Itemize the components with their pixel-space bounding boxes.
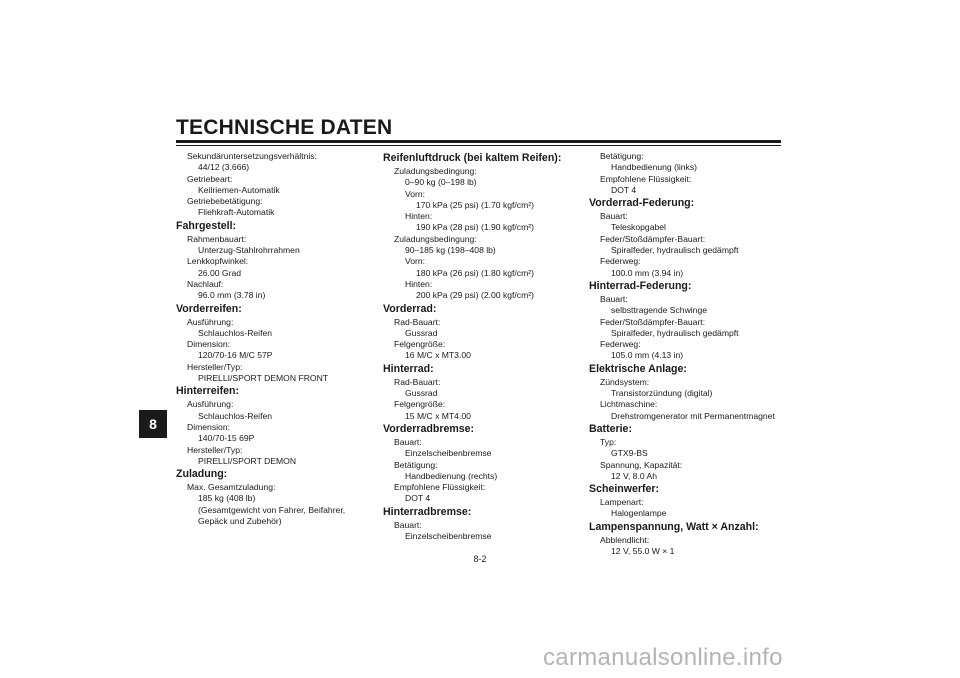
spec-label: Abblendlicht: (600, 534, 650, 545)
spec-value: PIRELLI/SPORT DEMON FRONT (198, 373, 329, 384)
spec-value: Vorn: (405, 188, 426, 199)
title-rule (176, 140, 781, 143)
spec-column-3 (589, 151, 789, 557)
section-heading: Elektrische Anlage: (589, 362, 687, 375)
spec-value: 185 kg (408 lb) (198, 493, 256, 504)
spec-value: 44/12 (3.666) (198, 162, 250, 173)
spec-value: Gussrad (405, 327, 438, 338)
spec-value: Schlauchlos-Reifen (198, 327, 273, 338)
spec-value: 96.0 mm (3.78 in) (198, 290, 266, 301)
spec-label: Ausführung: (187, 316, 234, 327)
spec-value: Teleskopgabel (611, 222, 666, 233)
spec-label: Federweg: (600, 256, 641, 267)
spec-value: (Gesamtgewicht von Fahrer, Beifahrer, (198, 504, 346, 515)
spec-value: Spiralfeder, hydraulisch gedämpft (611, 327, 739, 338)
spec-value: Gepäck und Zubehör) (198, 516, 282, 527)
section-heading: Vorderradbremse: (383, 422, 475, 435)
spec-label: Rad-Bauart: (394, 376, 441, 387)
spec-label: Spannung, Kapazität: (600, 459, 683, 470)
spec-label: Zündsystem: (600, 376, 650, 387)
section-heading: Batterie: (589, 422, 632, 435)
spec-value: Spiralfeder, hydraulisch gedämpft (611, 245, 739, 256)
section-heading: Lampenspannung, Watt × Anzahl: (589, 520, 759, 533)
spec-label: Bauart: (394, 519, 422, 530)
spec-value: Vorn: (405, 256, 426, 267)
spec-label: Betätigung: (600, 151, 644, 161)
spec-column-2 (383, 151, 583, 542)
section-heading: Vorderreifen: (176, 302, 242, 315)
section-heading: Hinterrad: (383, 362, 434, 375)
spec-label: Felgengröße: (394, 399, 446, 410)
spec-value: 16 M/C x MT3.00 (405, 350, 471, 361)
spec-label: Lenkkopfwinkel: (187, 256, 249, 267)
spec-label: Typ: (600, 436, 617, 447)
spec-label: Bauart: (600, 293, 628, 304)
section-heading: Hinterrad-Federung: (589, 279, 692, 292)
spec-value: 15 M/C x MT4.00 (405, 410, 471, 421)
spec-label: Rad-Bauart: (394, 316, 441, 327)
spec-label: Zuladungsbedingung: (394, 166, 477, 176)
spec-label: Max. Gesamtzuladung: (187, 482, 276, 493)
spec-value: 180 kPa (26 psi) (1.80 kgf/cm²) (416, 267, 534, 278)
spec-value: 105.0 mm (4.13 in) (611, 350, 684, 361)
spec-value: 190 kPa (28 psi) (1.90 kgf/cm²) (416, 222, 534, 233)
spec-value: 12 V, 55.0 W × 1 (611, 546, 675, 557)
spec-label: Getriebebetätigung: (187, 196, 263, 207)
section-heading: Hinterreifen: (176, 385, 239, 398)
title-rule-thin (176, 145, 781, 146)
spec-value: Einzelscheibenbremse (405, 531, 492, 542)
spec-value: Hinten: (405, 278, 433, 289)
spec-value: Unterzug-Stahlrohrrahmen (198, 245, 300, 256)
spec-value: GTX9-BS (611, 448, 648, 459)
spec-label: Felgengröße: (394, 339, 446, 350)
spec-value: Fliehkraft-Automatik (198, 207, 275, 218)
spec-value: Transistorzündung (digital) (611, 388, 713, 399)
spec-value: 200 kPa (29 psi) (2.00 kgf/cm²) (416, 290, 534, 301)
spec-value: Handbedienung (rechts) (405, 470, 498, 481)
spec-label: Empfohlene Flüssigkeit: (600, 173, 692, 184)
spec-label: Dimension: (187, 421, 230, 432)
spec-value: DOT 4 (405, 493, 431, 504)
section-heading: Vorderrad: (383, 302, 437, 315)
spec-value: Keilriemen-Automatik (198, 184, 280, 195)
spec-label: Federweg: (600, 339, 641, 350)
spec-label: Dimension: (187, 339, 230, 350)
spec-label: Empfohlene Flüssigkeit: (394, 482, 486, 493)
spec-value: Handbedienung (links) (611, 162, 697, 173)
spec-value: DOT 4 (611, 184, 637, 195)
spec-label: Sekundäruntersetzungsverhältnis: (187, 151, 317, 161)
spec-value: 90–185 kg (198–408 lb) (405, 245, 496, 256)
spec-label: Zuladungsbedingung: (394, 233, 477, 244)
page-title: TECHNISCHE DATEN (176, 116, 393, 139)
spec-value: 120/70-16 M/C 57P (198, 350, 273, 361)
spec-label: Bauart: (600, 211, 628, 222)
spec-value: 0–90 kg (0–198 lb) (405, 177, 477, 188)
spec-value: PIRELLI/SPORT DEMON (198, 455, 297, 466)
watermark: carmanualsonline.info (543, 644, 783, 671)
spec-value: Gussrad (405, 388, 438, 399)
spec-value: Einzelscheibenbremse (405, 448, 492, 459)
spec-label: Hersteller/Typ: (187, 444, 243, 455)
spec-label: Nachlauf: (187, 278, 224, 289)
chapter-tab: 8 (139, 410, 167, 438)
spec-value: 26.00 Grad (198, 267, 241, 278)
section-heading: Fahrgestell: (176, 219, 237, 232)
spec-label: Lampenart: (600, 497, 644, 508)
spec-label: Lichtmaschine: (600, 399, 658, 410)
spec-label: Rahmenbauart: (187, 233, 247, 244)
spec-value: Halogenlampe (611, 508, 667, 519)
section-heading: Reifenluftdruck (bei kaltem Reifen): (383, 152, 562, 164)
spec-value: Drehstromgenerator mit Permanentmagnet (611, 410, 775, 421)
spec-label: Ausführung: (187, 399, 234, 410)
spec-value: 140/70-15 69P (198, 433, 255, 444)
spec-value: Schlauchlos-Reifen (198, 410, 273, 421)
spec-label: Betätigung: (394, 459, 438, 470)
spec-value: Hinten: (405, 211, 433, 222)
spec-value: 170 kPa (25 psi) (1.70 kgf/cm²) (416, 199, 534, 210)
section-heading: Zuladung: (176, 468, 228, 481)
section-heading: Hinterradbremse: (383, 505, 472, 518)
spec-value: 100.0 mm (3.94 in) (611, 267, 684, 278)
page-number: 8-2 (473, 554, 487, 564)
spec-value: selbsttragende Schwinge (611, 305, 708, 316)
spec-value: 12 V, 8.0 Ah (611, 470, 658, 481)
spec-label: Bauart: (394, 436, 422, 447)
section-heading: Vorderrad-Federung: (589, 197, 695, 210)
section-heading: Scheinwerfer: (589, 483, 660, 496)
spec-column-1 (176, 151, 376, 527)
spec-label: Feder/Stoßdämpfer-Bauart: (600, 233, 706, 244)
spec-label: Hersteller/Typ: (187, 361, 243, 372)
spec-label: Getriebeart: (187, 173, 233, 184)
spec-label: Feder/Stoßdämpfer-Bauart: (600, 316, 706, 327)
